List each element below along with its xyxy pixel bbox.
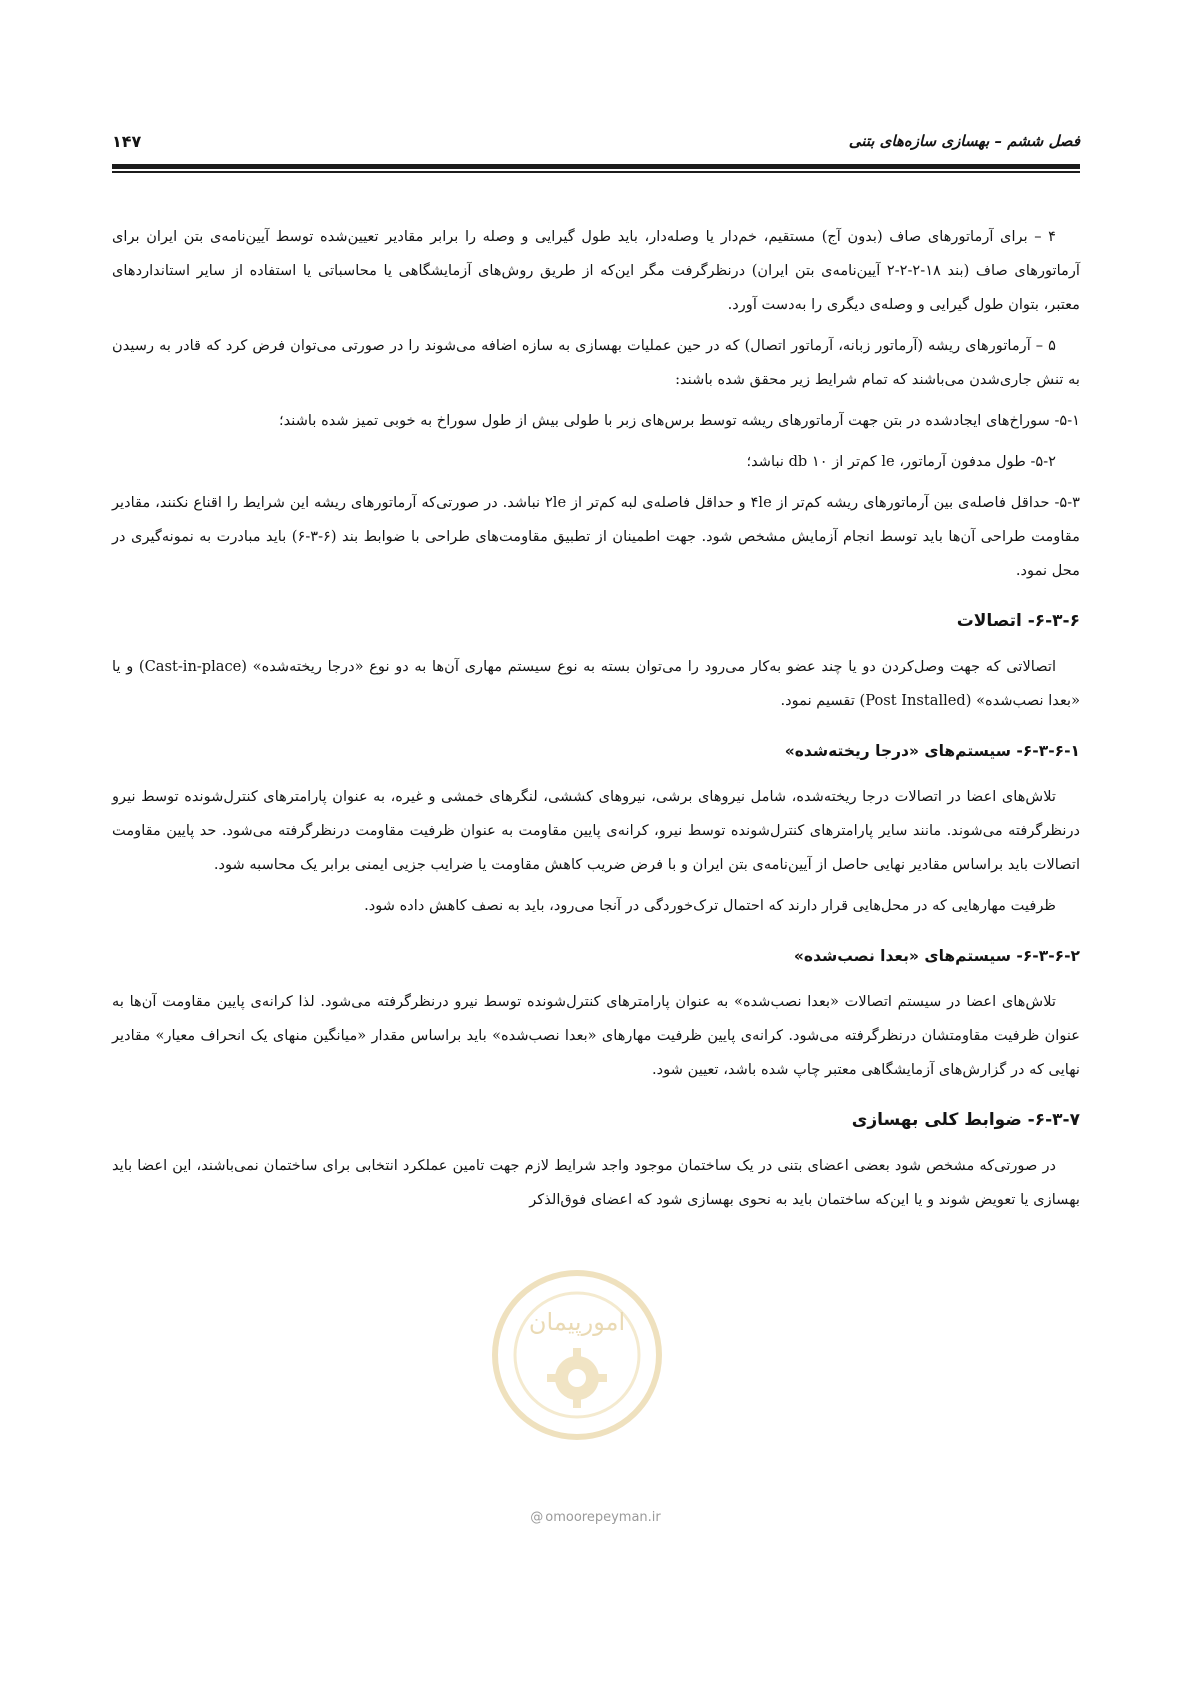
paragraph-item-5-3: ۵-۳- حداقل فاصله‌ی بین آرماتورهای ریشه کم‌تر از ۴le و حداقل فاصله‌ی لبه کم‌تر از ۲le نباشد. در صورتی‌که آرماتورهای ریشه این شرایط را اقناع نکنند، مقادیر مقاومت طراحی آن‌ها باید توسط انجام آزمایش مشخص شود. جهت اطمینان از تطبیق مقاومت‌های طراحی با ضوابط بند (۶-۳-۶) باید مبادرت به نمونه‌گیری در محل نمود. xyxy=(112,494,1080,579)
header-double-rule xyxy=(112,164,1080,169)
watermark-url-text: omoorepeyman.ir xyxy=(545,1510,661,1525)
gear-hub xyxy=(568,1369,586,1387)
paragraph-connections: اتصالاتی که جهت وصل‌کردن دو یا چند عضو به‌کار می‌رود را می‌توان بسته به نوع سیستم مهاری آن‌ها به دو نوع «درجا ریخته‌شده» (Cast-in-place) و یا «بعدا نصب‌شده» (Post Installed) تقسیم نمود. xyxy=(112,658,1080,709)
section-heading-general-rules: ۶-۳-۷- ضوابط کلی بهسازی xyxy=(851,1110,1080,1130)
paragraph-general-rules: در صورتی‌که مشخص شود بعضی اعضای بتنی در یک ساختمان موجود واجد شرایط لازم جهت تامین عملکرد انتخابی برای ساختمان نمی‌باشند، این اعضا باید بهسازی یا تعویض شوند و یا این‌که ساختمان باید به نحوی بهسازی شود که اعضای فوق‌الذکر xyxy=(112,1157,1080,1208)
section-heading-connections: ۶-۳-۶- اتصالات xyxy=(956,611,1080,631)
page-body xyxy=(112,220,1080,1224)
paragraph-cast-in-place-1: تلاش‌های اعضا در اتصالات درجا ریخته‌شده، شامل نیروهای برشی، نیروهای کششی، لنگرهای خمشی و غیره، به عنوان پارامترهای کنترل‌شونده توسط نیرو درنظرگرفته می‌شوند. مانند سایر پارامترهای کنترل‌شونده توسط نیرو، کرانه‌ی پایین مقاومت به عنوان ظرفیت مقاومت درنظرگرفته می‌شود. حد پایین مقاومت اتصالات باید براساس مقادیر نهایی حاصل از آیین‌نامه‌ی بتن ایران و با فرض ضریب کاهش مقاومت یا ضرایب جزیی ایمنی برابر یک محاسبه شود. xyxy=(112,788,1080,873)
at-sign-icon: @ xyxy=(530,1510,544,1525)
paragraph-item-5: ۵ – آرماتورهای ریشه (آرماتور زبانه، آرماتور اتصال) که در حین عملیات بهسازی به سازه اضافه می‌شوند را در صورتی می‌توان فرض کرد که قادر به رسیدن به تنش جاری‌شدن می‌باشند که تمام شرایط زیر محقق شده باشند: xyxy=(112,337,1080,388)
watermark-brand-text: امورپیمان xyxy=(528,1308,626,1336)
section-heading-cast-in-place: ۶-۳-۶-۱- سیستم‌های «درجا ریخته‌شده» xyxy=(784,742,1080,760)
running-header xyxy=(112,132,1080,156)
chapter-title: فصل ششم – بهسازی سازه‌های بتنی xyxy=(848,132,1080,150)
section-heading-post-installed: ۶-۳-۶-۲- سیستم‌های «بعدا نصب‌شده» xyxy=(793,947,1080,965)
watermark-logo xyxy=(462,1260,692,1450)
watermark-url xyxy=(0,1510,1191,1525)
paragraph-cast-in-place-2: ظرفیت مهارهایی که در محل‌هایی قرار دارند که احتمال ترک‌خوردگی در آنجا می‌رود، باید به نصف کاهش داده شود. xyxy=(364,897,1056,914)
paragraph-item-4: ۴ – برای آرماتورهای صاف (بدون آج) مستقیم، خم‌دار یا وصله‌دار، باید طول گیرایی و وصله را برابر مقادیر تعیین‌شده توسط آیین‌نامه‌ی بتن ایران برای آرماتورهای صاف (بند ۱۸-۲-۲-۲ آیین‌نامه‌ی بتن ایران) درنظرگرفت مگر این‌که از طریق روش‌های آزمایشگاهی یا محاسباتی یا استفاده از سایر استانداردهای معتبر، بتوان طول گیرایی و وصله‌ی دیگری را به‌دست آورد. xyxy=(112,228,1080,313)
page-number: ۱۴۷ xyxy=(112,132,142,151)
paragraph-item-5-1: ۵-۱- سوراخ‌های ایجادشده در بتن جهت آرماتورهای ریشه توسط برس‌های زبر با طولی بیش از طول سوراخ به خوبی تمیز شده باشند؛ xyxy=(279,412,1080,429)
paragraph-post-installed: تلاش‌های اعضا در سیستم اتصالات «بعدا نصب‌شده» به عنوان پارامترهای کنترل‌شونده توسط نیرو درنظرگرفته می‌شود. لذا کرانه‌ی پایین مقاومت آن‌ها به عنوان ظرفیت مقاومتشان درنظرگرفته می‌شود. کرانه‌ی پایین ظرفیت مهارهای «بعدا نصب‌شده» باید براساس مقدار «میانگین منهای یک انحراف معیار» مقادیر نهایی که در گزارش‌های آزمایشگاهی معتبر چاپ شده باشد، تعیین شود. xyxy=(112,993,1080,1078)
paragraph-item-5-2: ۵-۲- طول مدفون آرماتور، le کم‌تر از ۱۰ db نباشد؛ xyxy=(746,453,1056,470)
